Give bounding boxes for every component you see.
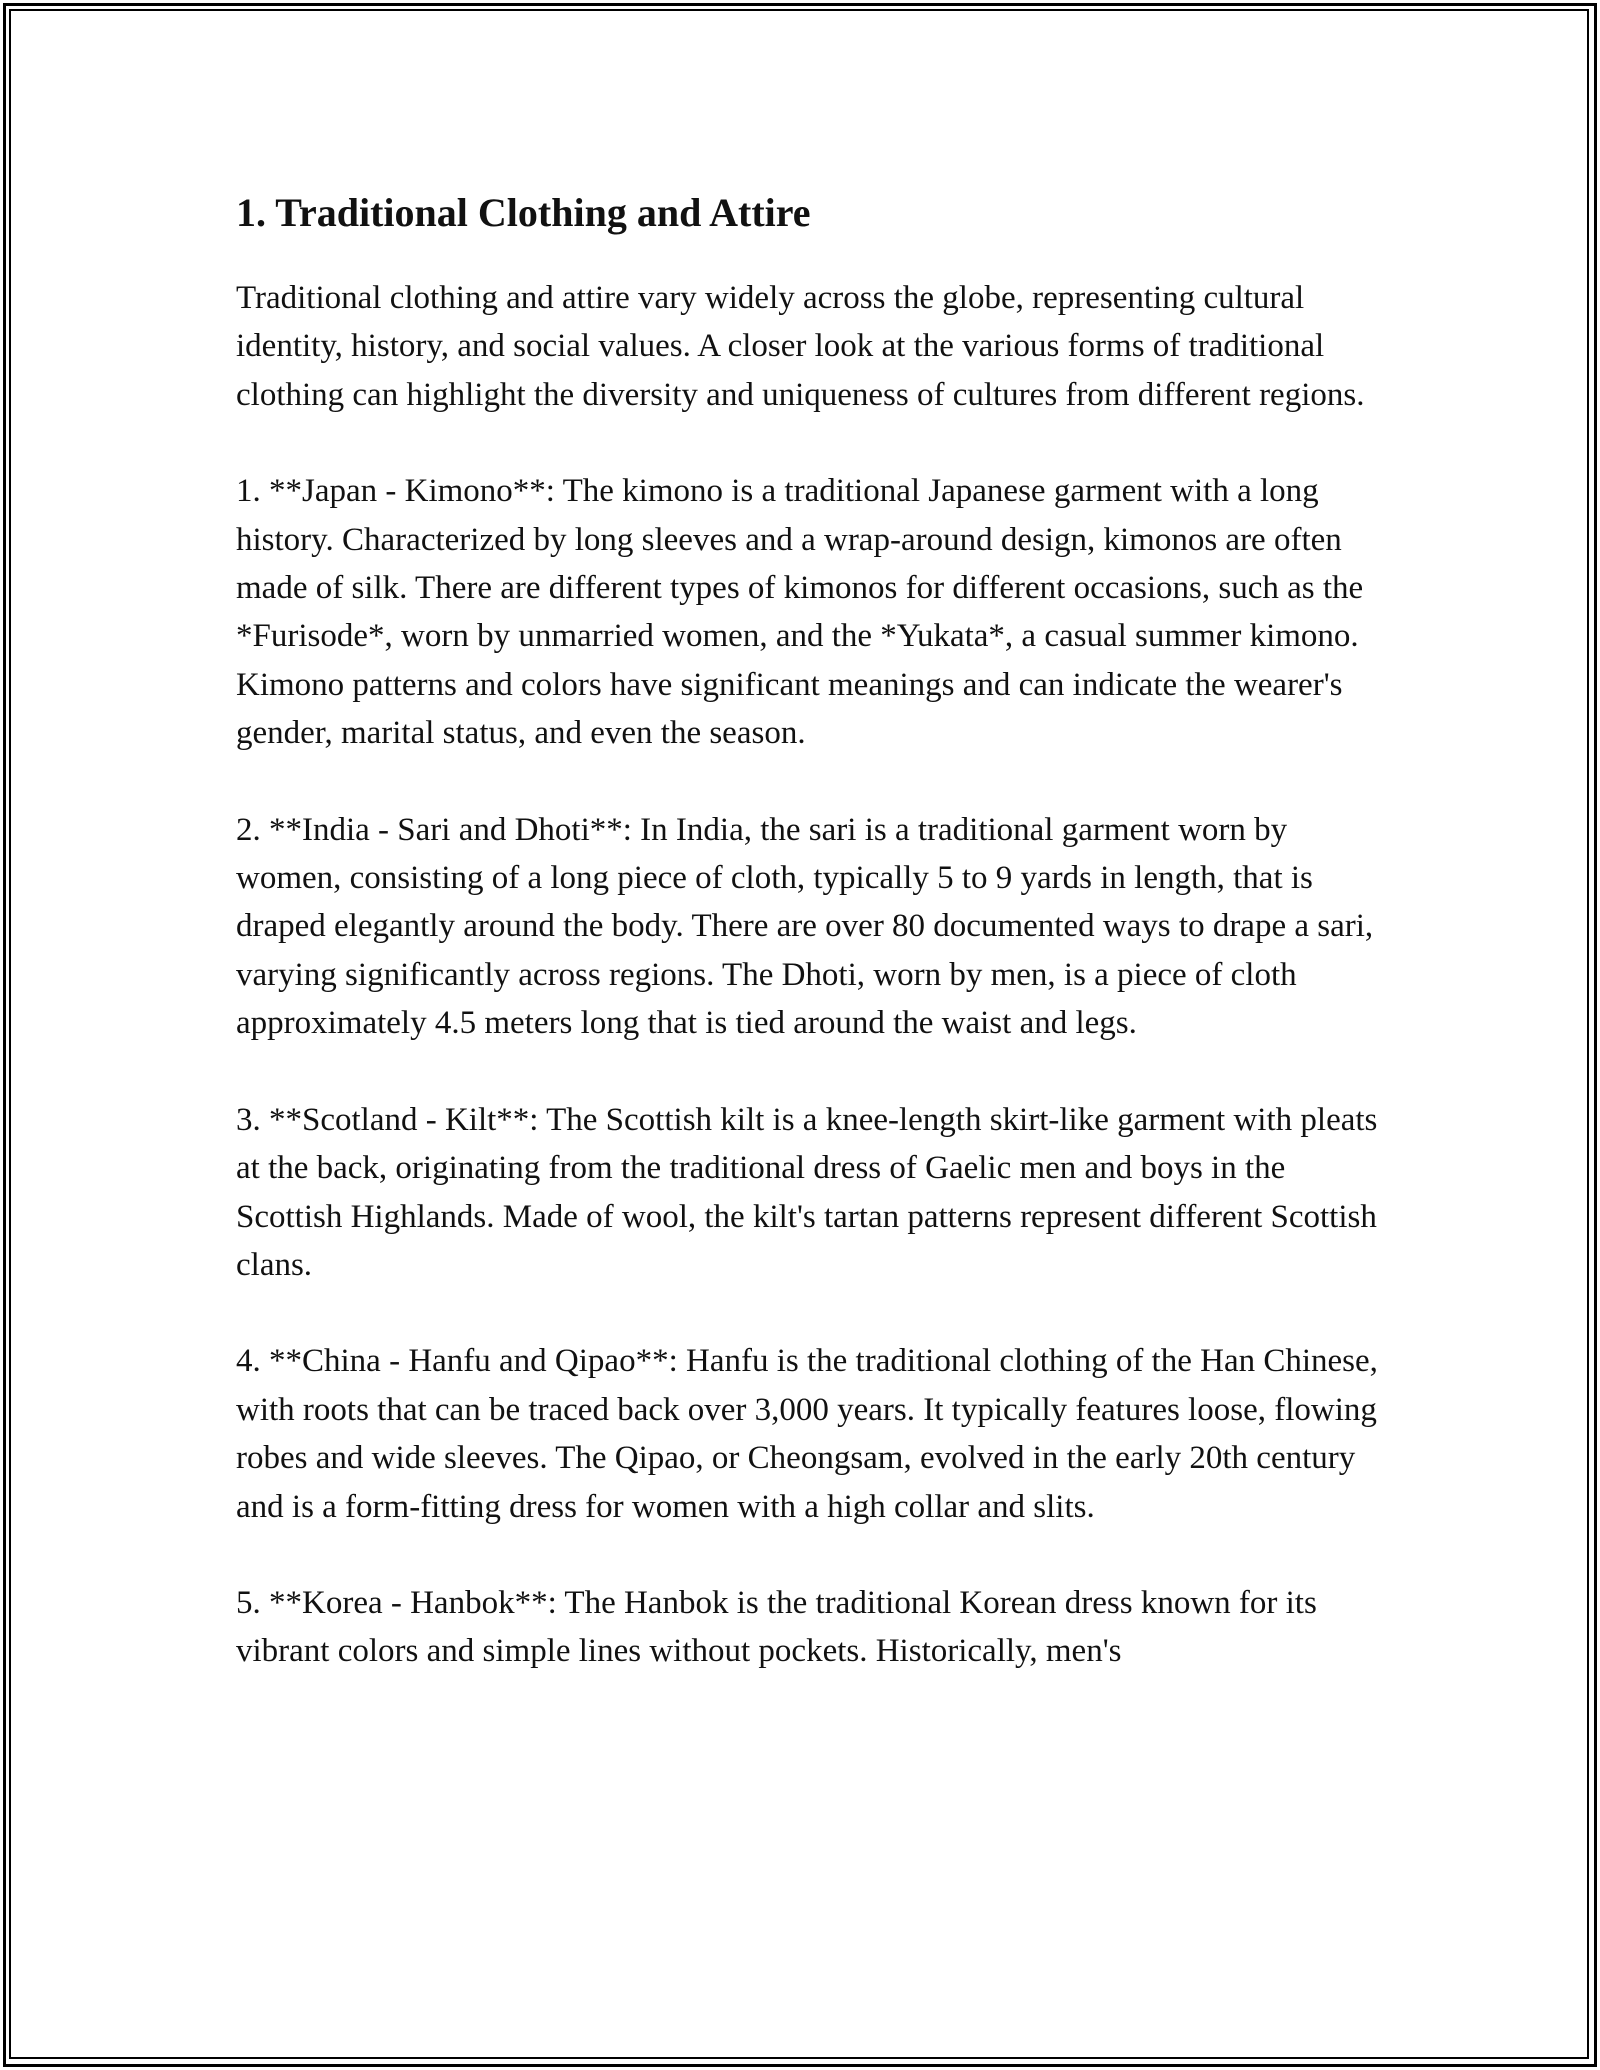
paragraph-india-sari-dhoti: 2. **India - Sari and Dhoti**: In India, the sari is a traditional garment worn by women, consisting of a long piece of cloth, typically 5 to 9 yards in length, that is draped elegantly around the body. There are over 80 documented ways to drape a sari, varying significantly across regions. The Dhoti, worn by men, is a piece of cloth approximately 4.5 meters long that is tied around the waist and legs.	[236, 811, 1374, 1042]
paragraph-japan-kimono: 1. **Japan - Kimono**: The kimono is a traditional Japanese garment with a long history. Characterized by long sleeves and a wrap-around design, kimonos are often made of silk. There are different types of kimonos for different occasions, such as the *Furisode*, worn by unmarried women, and the *Yukata*, a casual summer kimono. Kimono patterns and colors have significant meanings and can indicate the wearer's gender, marital status, and even the season.	[236, 473, 1364, 752]
section-heading: 1. Traditional Clothing and Attire	[236, 190, 811, 235]
intro-paragraph: Traditional clothing and attire vary widely across the globe, representing cultural identity, history, and social values. A closer look at the various forms of traditional clothing can highlight the diversity and uniqueness of cultures from different regions.	[236, 280, 1365, 413]
document-body	[236, 186, 1386, 1724]
paragraph-scotland-kilt: 3. **Scotland - Kilt**: The Scottish kilt is a knee-length skirt-like garment with pleats at the back, originating from the traditional dress of Gaelic men and boys in the Scottish Highlands. Made of wool, the kilt's tartan patterns represent different Scottish clans.	[236, 1101, 1378, 1283]
paragraph-china-hanfu-qipao: 4. **China - Hanfu and Qipao**: Hanfu is the traditional clothing of the Han Chinese, with roots that can be traced back over 3,000 years. It typically features loose, flowing robes and wide sleeves. The Qipao, or Cheongsam, evolved in the early 20th century and is a form-fitting dress for women with a high collar and slits.	[236, 1343, 1378, 1525]
paragraph-korea-hanbok: 5. **Korea - Hanbok**: The Hanbok is the traditional Korean dress known for its vibrant colors and simple lines without pockets. Historically, men's	[236, 1584, 1317, 1670]
